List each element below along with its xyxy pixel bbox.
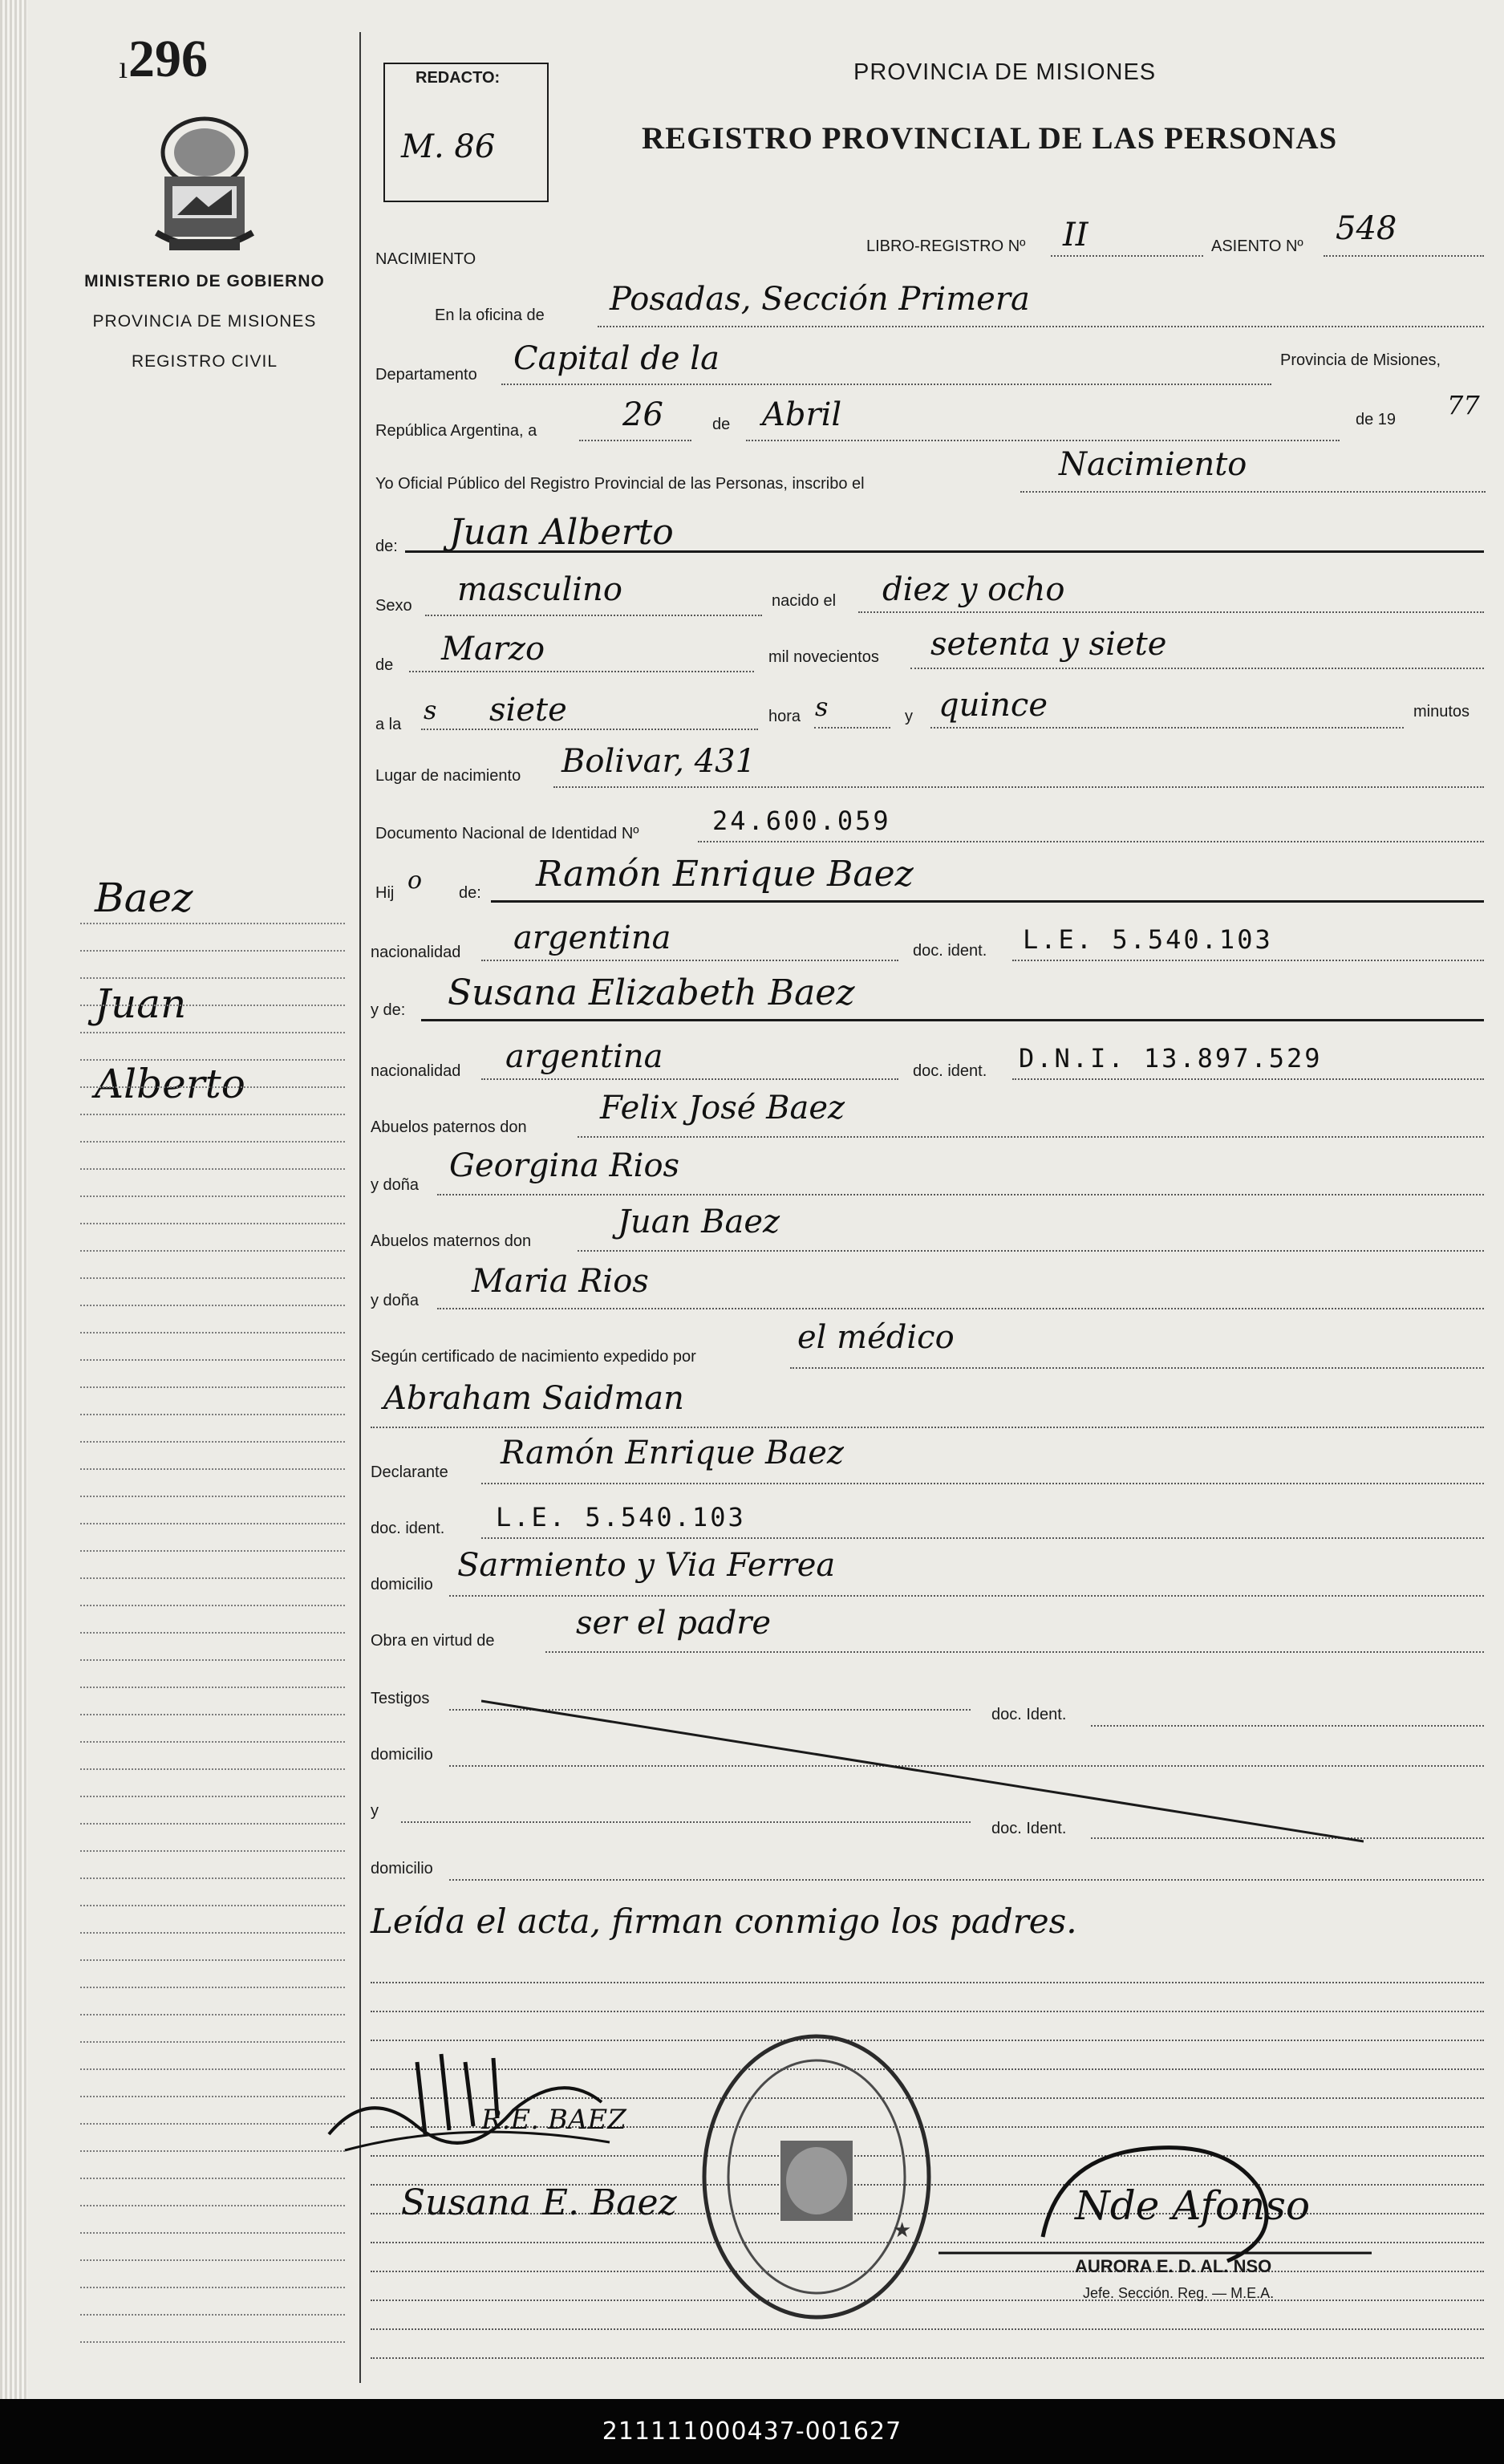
margin-ruled-line xyxy=(80,1359,345,1361)
mother-name: Susana Elizabeth Baez xyxy=(448,972,855,1013)
domicilio-value: Sarmiento y Via Ferrea xyxy=(457,1547,836,1584)
margin-ruled-line xyxy=(80,1223,345,1224)
year-label: de 19 xyxy=(1356,411,1397,428)
nacido-value: diez y ocho xyxy=(882,571,1065,608)
margin-rule xyxy=(359,32,361,2383)
yo-label: Yo Oficial Público del Registro Provincial de las Personas, inscribo el xyxy=(375,475,865,493)
sexo-value: masculino xyxy=(457,571,622,608)
certificado-value: el médico xyxy=(797,1319,955,1356)
ministry-registry: REGISTRO CIVIL xyxy=(131,352,278,371)
margin-ruled-line xyxy=(80,2205,345,2206)
mil-label: mil novecientos xyxy=(768,648,879,666)
margin-ruled-line xyxy=(80,1823,345,1825)
margin-ruled-line xyxy=(80,1332,345,1333)
margin-ruled-line xyxy=(80,1605,345,1606)
doc-2-value: D.N.I. 13.897.529 xyxy=(1019,1043,1323,1074)
margin-ruled-line xyxy=(80,1414,345,1415)
de-label-2: de xyxy=(375,656,394,674)
yo-value: Nacimiento xyxy=(1059,446,1247,483)
closing-statement: Leída el acta, firman conmigo los padres. xyxy=(371,1902,1077,1941)
testigos-doc-2-label: doc. Ident. xyxy=(991,1820,1067,1837)
margin-ruled-line xyxy=(80,1741,345,1743)
signature-father-icon xyxy=(321,2038,658,2166)
horas-label: hora xyxy=(768,708,801,725)
testigos-doc-label: doc. Ident. xyxy=(991,1706,1067,1723)
hour-value: siete xyxy=(489,692,567,729)
margin-ruled-line xyxy=(80,1932,345,1934)
oficina-label: En la oficina de xyxy=(435,306,545,324)
margin-ruled-line xyxy=(80,1959,345,1961)
official-seal-stamp-icon xyxy=(696,2028,937,2325)
header-registry: REGISTRO PROVINCIAL DE LAS PERSONAS xyxy=(642,121,1338,156)
margin-ruled-line xyxy=(80,1850,345,1852)
ydona-2-value: Maria Rios xyxy=(472,1263,649,1300)
margin-ruled-line xyxy=(80,2068,345,2070)
header-province: PROVINCIA DE MISIONES xyxy=(853,59,1157,85)
margin-ruled-line xyxy=(80,1905,345,1906)
ydona-1-value: Georgina Rios xyxy=(449,1147,680,1184)
margin-ruled-line xyxy=(80,1877,345,1879)
margin-ruled-line xyxy=(80,1577,345,1579)
margin-ruled-line xyxy=(80,1141,345,1143)
scan-id-footer: 211111000437-001627 xyxy=(0,2399,1504,2464)
body-ruled-line xyxy=(371,2328,1484,2330)
certificado-value-2: Abraham Saidman xyxy=(383,1380,684,1417)
departamento-value: Capital de la xyxy=(513,340,720,377)
ministry-name: MINISTERIO DE GOBIERNO xyxy=(84,272,325,290)
hij-label: Hij xyxy=(375,884,395,902)
margin-ruled-line xyxy=(80,1796,345,1797)
declarante-doc-value: L.E. 5.540.103 xyxy=(496,1502,746,1532)
margin-ruled-line xyxy=(80,1195,345,1197)
folio-mark: ı xyxy=(119,49,128,85)
ala-suffix: s xyxy=(424,695,437,725)
signature-officer: Nde Afonso xyxy=(1075,2182,1311,2229)
dni-label: Documento Nacional de Identidad Nº xyxy=(375,825,639,842)
testigos-label: Testigos xyxy=(371,1690,430,1707)
margin-ruled-line xyxy=(80,2232,345,2234)
abuelos-maternos-value: Juan Baez xyxy=(618,1204,780,1240)
doc-1-label: doc. ident. xyxy=(913,942,987,960)
hij-suffix: o xyxy=(407,867,423,895)
margin-ruled-line xyxy=(80,1987,345,1988)
declarante-label: Declarante xyxy=(371,1463,448,1481)
margin-ruled-line xyxy=(80,1468,345,1470)
margin-ruled-line xyxy=(80,977,345,979)
margin-ruled-line xyxy=(80,1687,345,1688)
margin-ruled-line xyxy=(80,1659,345,1661)
margin-second-name: Alberto xyxy=(95,1061,245,1107)
redacto-value: M. 86 xyxy=(401,128,496,165)
horas-suffix: s xyxy=(815,692,829,722)
de-name-label: de: xyxy=(375,538,398,555)
folio-number: 296 xyxy=(128,30,208,88)
domicilio-label: domicilio xyxy=(371,1576,433,1593)
signature-mother: Susana E. Baez xyxy=(401,2182,677,2223)
margin-ruled-line xyxy=(80,1059,345,1061)
doc-2-label: doc. ident. xyxy=(913,1062,987,1080)
obra-value: ser el padre xyxy=(576,1605,772,1642)
libro-label: LIBRO-REGISTRO Nº xyxy=(866,237,1026,255)
year-value: 77 xyxy=(1447,390,1480,420)
obra-label: Obra en virtud de xyxy=(371,1632,495,1650)
body-ruled-line xyxy=(371,2011,1484,2012)
minutos-label: minutos xyxy=(1413,703,1470,721)
mil-value: setenta y siete xyxy=(930,626,1167,663)
birth-month: Marzo xyxy=(441,631,545,668)
declarante-value: Ramón Enrique Baez xyxy=(501,1435,844,1471)
margin-ruled-line xyxy=(80,1032,345,1033)
svg-text:★: ★ xyxy=(893,2218,912,2242)
redacto-label: REDACTO: xyxy=(416,69,501,87)
republica-label: República Argentina, a xyxy=(375,422,537,440)
y-label: y xyxy=(905,708,913,725)
nacionalidad-1-value: argentina xyxy=(513,919,671,956)
margin-ruled-line xyxy=(80,1550,345,1552)
margin-ruled-line xyxy=(80,2041,345,2043)
margin-ruled-line xyxy=(80,1714,345,1715)
certificado-label: Según certificado de nacimiento expedido por xyxy=(371,1348,696,1366)
margin-ruled-line xyxy=(80,1005,345,1006)
void-strike-line xyxy=(481,1693,1364,1845)
margin-ruled-line xyxy=(80,1441,345,1443)
ala-label: a la xyxy=(375,716,402,733)
margin-ruled-line xyxy=(80,1632,345,1634)
lugar-label: Lugar de nacimiento xyxy=(375,767,521,785)
abuelos-maternos-label: Abuelos maternos don xyxy=(371,1232,532,1250)
asiento-label: ASIENTO Nº xyxy=(1211,237,1303,255)
abuelos-paternos-label: Abuelos paternos don xyxy=(371,1118,527,1136)
nacionalidad-2-label: nacionalidad xyxy=(371,1062,461,1080)
margin-ruled-line xyxy=(80,1168,345,1170)
oficina-value: Posadas, Sección Primera xyxy=(610,281,1030,318)
margin-ruled-line xyxy=(80,950,345,952)
nacionalidad-1-label: nacionalidad xyxy=(371,944,461,961)
body-ruled-line xyxy=(371,1982,1484,1983)
margin-ruled-line xyxy=(80,1305,345,1306)
nacionalidad-2-value: argentina xyxy=(505,1038,663,1075)
margin-ruled-line xyxy=(80,2123,345,2125)
lugar-value: Bolivar, 431 xyxy=(561,743,756,780)
signature-officer-name: AURORA E. D. AL. NSO xyxy=(1075,2256,1272,2276)
month-value: Abril xyxy=(762,396,842,433)
margin-ruled-line xyxy=(80,1114,345,1115)
margin-ruled-line xyxy=(80,923,345,924)
hij-de-label: de: xyxy=(459,884,481,902)
day-value: 26 xyxy=(622,396,663,433)
doc-1-value: L.E. 5.540.103 xyxy=(1023,924,1273,955)
ministry-block xyxy=(72,262,337,382)
margin-ruled-line xyxy=(80,1496,345,1497)
body-ruled-line xyxy=(371,2357,1484,2359)
margin-first-name: Juan xyxy=(95,980,187,1027)
de-label-1: de xyxy=(712,416,731,433)
ydona-2-label: y doña xyxy=(371,1292,420,1309)
book-page-edge xyxy=(0,0,27,2399)
testigos-domicilio-2-label: domicilio xyxy=(371,1860,433,1877)
margin-ruled-line xyxy=(80,2314,345,2316)
margin-ruled-line xyxy=(80,1086,345,1088)
yde-label: y de: xyxy=(371,1001,406,1019)
margin-ruled-line xyxy=(80,1277,345,1279)
province-crest-icon xyxy=(148,112,261,261)
margin-ruled-line xyxy=(80,2259,345,2261)
margin-ruled-line xyxy=(80,2178,345,2179)
provincia-suffix: Provincia de Misiones, xyxy=(1280,351,1441,369)
signature-officer-title: Jefe. Sección. Reg. — M.E.A. xyxy=(1083,2285,1275,2301)
margin-ruled-line xyxy=(80,1768,345,1770)
signature-father-text: R.E. BAEZ xyxy=(481,2104,626,2136)
margin-ruled-line xyxy=(80,2014,345,2015)
margin-ruled-line xyxy=(80,1250,345,1252)
nacido-label: nacido el xyxy=(772,592,837,610)
ydona-1-label: y doña xyxy=(371,1176,420,1194)
dni-value: 24.600.059 xyxy=(712,806,891,836)
testigos-y-label: y xyxy=(371,1802,379,1820)
asiento-value: 548 xyxy=(1336,210,1397,247)
testigos-domicilio-label: domicilio xyxy=(371,1746,433,1764)
libro-value: II xyxy=(1063,217,1088,254)
minutes-value: quince xyxy=(938,687,1048,724)
abuelos-paternos-value: Felix José Baez xyxy=(600,1090,845,1126)
margin-ruled-line xyxy=(80,2150,345,2152)
margin-ruled-line xyxy=(80,2287,345,2288)
nacimiento-label: NACIMIENTO xyxy=(375,250,476,268)
child-name: Juan Alberto xyxy=(449,512,674,553)
ministry-province: PROVINCIA DE MISIONES xyxy=(92,312,317,331)
sexo-label: Sexo xyxy=(375,597,412,615)
margin-ruled-line xyxy=(80,2096,345,2097)
declarante-doc-label: doc. ident. xyxy=(371,1520,445,1537)
margin-surname: Baez xyxy=(95,875,193,921)
margin-ruled-line xyxy=(80,1386,345,1388)
father-name: Ramón Enrique Baez xyxy=(536,854,914,895)
departamento-label: Departamento xyxy=(375,366,477,384)
margin-ruled-line xyxy=(80,2341,345,2343)
margin-ruled-line xyxy=(80,1523,345,1524)
